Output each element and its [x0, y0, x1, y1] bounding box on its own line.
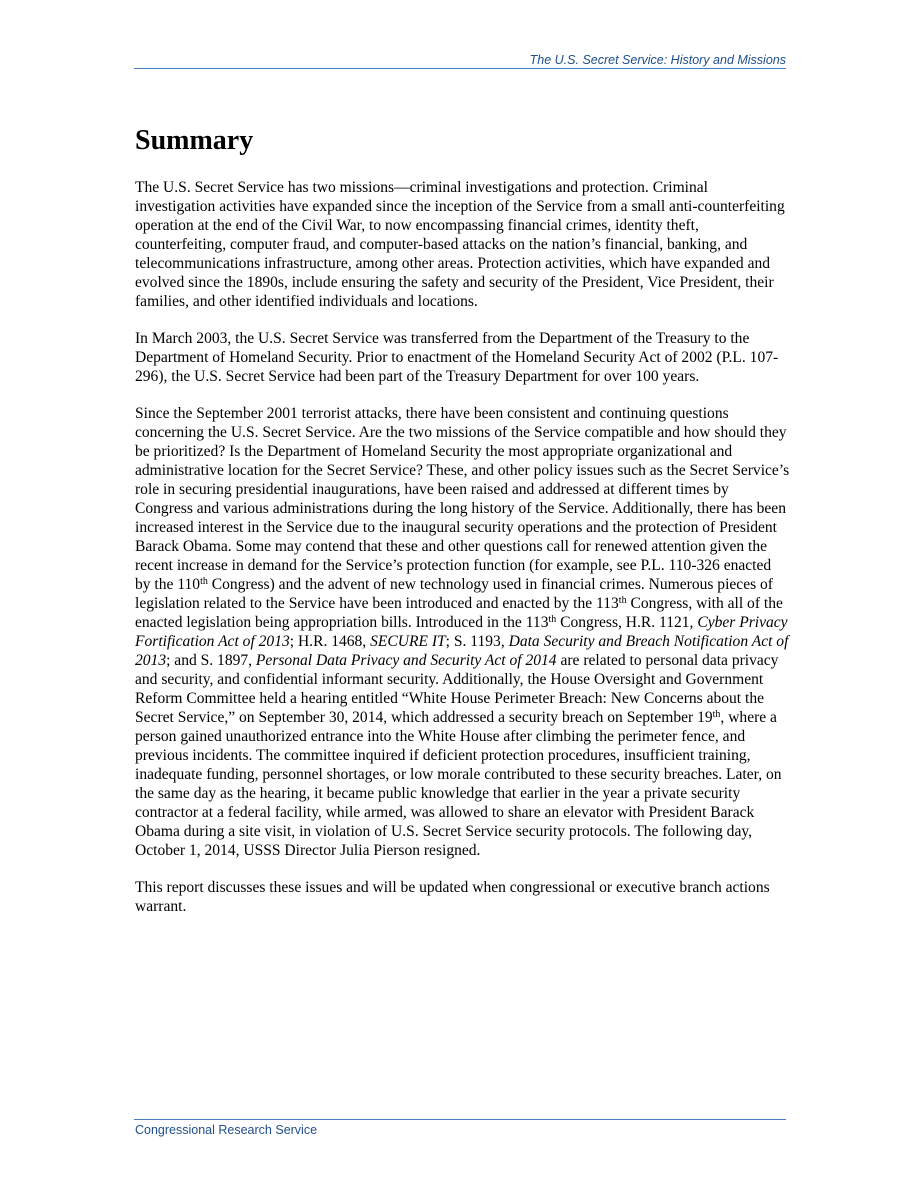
- paragraph-report-scope: This report discusses these issues and will be updated when congressional or executive branch actions warrant.: [135, 879, 770, 915]
- text-run: ; H.R. 1468,: [289, 633, 371, 650]
- bill-title: Personal Data Privacy and Security Act of 2014: [255, 652, 557, 669]
- ordinal-suffix: th: [618, 595, 627, 606]
- text-run: Congress, H.R. 1121,: [556, 614, 698, 631]
- bill-title: Cyber Privacy Fortification Act of 2013: [135, 614, 788, 650]
- footer-rule: [134, 1119, 786, 1120]
- text-run: , where a person gained unauthorized entrance into the White House after climbing the perimeter fence, and previous incidents. The committee inquired if deficient protection procedures, insufficient training, inadequate funding, personnel shortages, or low morale contributed to these security breaches. Later, on the same day as the hearing, it became public knowledge that earlier in the year a private security contractor at a federal facility, while armed, was allowed to share an elevator with President Barack Obama during a site visit, in violation of U.S. Secret Service security protocols. The following day, October 1, 2014, USSS Director Julia Pierson resigned.: [135, 709, 782, 859]
- text-run: Since the September 2001 terrorist attacks, there have been consistent and continuing questions concerning the U.S. Secret Service. Are the two missions of the Service compatible and how should they be prioritized? Is the Department of Homeland Security the most appropriate organizational and administrative location for the Secret Service? These, and other policy issues such as the Secret Service’s role in securing presidential inaugurations, have been raised and addressed at different times by Congress and various administrations during the long history of the Service. Additionally, there has been increased interest in the Service due to the inaugural security operations and the protection of President Barack Obama. Some may contend that these and other questions call for renewed attention given the recent increase in demand for the Service’s protection function (for example, see P.L. 110-326 enacted by the 110: [135, 405, 790, 593]
- text-run: Congress, with all of the enacted legislation being appropriation bills. Introduced in the 113: [135, 595, 783, 631]
- text-run: are related to personal data privacy and security, and confidential informant security. Additionally, the House Oversight and Government Reform Committee held a hearing entitled “White House Perimeter Breach: New Concerns about the Secret Service,” on September 30, 2014, which addressed a security breach on September 19: [135, 652, 779, 726]
- paragraph-policy-questions: [135, 404, 790, 860]
- running-header: The U.S. Secret Service: History and Missions: [529, 53, 786, 67]
- ordinal-suffix: th: [200, 576, 208, 587]
- text-run: ; S. 1193,: [445, 633, 509, 650]
- ordinal-suffix: th: [712, 709, 721, 720]
- ordinal-suffix: th: [548, 614, 557, 625]
- summary-body: [135, 178, 790, 934]
- bill-title: SECURE IT: [370, 633, 446, 650]
- bill-title: Data Security and Breach Notification Act of 2013: [135, 633, 789, 669]
- paragraph-missions: The U.S. Secret Service has two missions—criminal investigations and protection. Criminal investigation activities have expanded since the inception of the Service from a small anti-counterfeiting operation at the end of the Civil War, to now encompassing financial crimes, identity theft, counterfeiting, computer fraud, and computer-based attacks on the nation’s financial, banking, and telecommunications infrastructure, among other areas. Protection activities, which have expanded and evolved since the 1890s, include ensuring the safety and security of the President, Vice President, their families, and other identified individuals and locations.: [135, 179, 785, 310]
- page-title: Summary: [135, 125, 254, 156]
- header-rule: [134, 68, 786, 69]
- text-run: ; and S. 1897,: [166, 652, 256, 669]
- paragraph-transfer: In March 2003, the U.S. Secret Service was transferred from the Department of the Treasury to the Department of Homeland Security. Prior to enactment of the Homeland Security Act of 2002 (P.L. 107-296), the U.S. Secret Service had been part of the Treasury Department for over 100 years.: [135, 330, 779, 385]
- text-run: Congress) and the advent of new technology used in financial crimes. Numerous pieces of legislation related to the Service have been introduced and enacted by the 113: [135, 576, 773, 612]
- running-footer: Congressional Research Service: [135, 1123, 318, 1137]
